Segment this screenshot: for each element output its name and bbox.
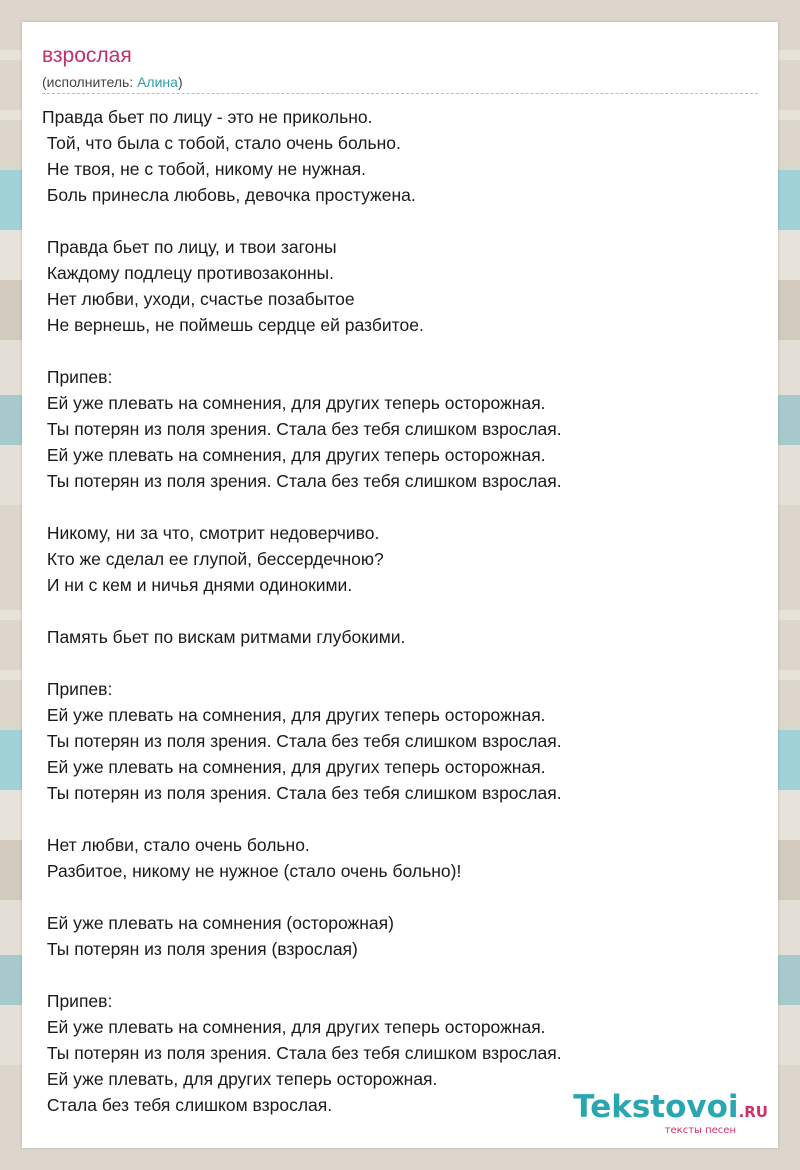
artist-prefix: (исполнитель:: [42, 74, 138, 90]
lyric-line: Ей уже плевать на сомнения, для других теперь осторожная.: [42, 393, 546, 413]
lyric-gap: [42, 208, 758, 234]
lyric-line: Ей уже плевать, для других теперь осторожная.: [42, 1069, 438, 1089]
lyric-line: Каждому подлецу противозаконны.: [42, 263, 334, 283]
artist-link[interactable]: Алина: [137, 74, 178, 90]
lyric-line: Не твоя, не с тобой, никому не нужная.: [42, 159, 366, 179]
lyric-line: Ты потерян из поля зрения (взрослая): [42, 939, 358, 959]
lyric-line: Той, что была с тобой, стало очень больно.: [42, 133, 401, 153]
lyric-gap: [42, 884, 758, 910]
lyric-line: Ты потерян из поля зрения. Стала без тебя слишком взрослая.: [42, 419, 562, 439]
site-logo[interactable]: [573, 1091, 768, 1136]
lyric-line: Не вернешь, не поймешь сердце ей разбитое.: [42, 315, 424, 335]
lyric-line: Никому, ни за что, смотрит недоверчиво.: [42, 523, 380, 543]
lyric-line: Разбитое, никому не нужное (стало очень больно)!: [42, 861, 462, 881]
lyric-line: Ты потерян из поля зрения. Стала без тебя слишком взрослая.: [42, 731, 562, 751]
lyric-gap: [42, 962, 758, 988]
lyric-line: Ей уже плевать на сомнения, для других теперь осторожная.: [42, 757, 546, 777]
logo-wordmark: [573, 1091, 768, 1128]
lyric-line: Ты потерян из поля зрения. Стала без тебя слишком взрослая.: [42, 783, 562, 803]
lyric-gap: [42, 806, 758, 832]
lyric-line: Стала без тебя слишком взрослая.: [42, 1095, 333, 1115]
lyric-line: Ты потерян из поля зрения. Стала без тебя слишком взрослая.: [42, 1043, 562, 1063]
lyrics-body: [42, 104, 758, 1118]
lyric-line: И ни с кем и ничья днями одинокими.: [42, 575, 353, 595]
lyric-line: Правда бьет по лицу, и твои загоны: [42, 237, 337, 257]
lyric-gap: [42, 338, 758, 364]
logo-main-text: Tekstovoi: [573, 1089, 739, 1125]
lyric-line: Память бьет по вискам ритмами глубокими.: [42, 627, 406, 647]
lyrics-card: [22, 22, 778, 1148]
lyric-line: Ей уже плевать на сомнения, для других теперь осторожная.: [42, 1017, 546, 1037]
artist-line: [42, 74, 183, 90]
lyric-gap: [42, 650, 758, 676]
lyric-line: Боль принесла любовь, девочка простужена.: [42, 185, 416, 205]
lyric-line: Нет любви, стало очень больно.: [42, 835, 310, 855]
artist-suffix: ): [177, 74, 183, 90]
logo-tagline: тексты песен: [664, 1125, 736, 1136]
lyric-gap: [42, 598, 758, 624]
logo-tld: .RU: [738, 1103, 768, 1121]
lyric-gap: [42, 494, 758, 520]
header-divider: [42, 93, 758, 94]
lyric-line: Ей уже плевать на сомнения, для других теперь осторожная.: [42, 705, 546, 725]
lyric-line: Ты потерян из поля зрения. Стала без тебя слишком взрослая.: [42, 471, 562, 491]
lyric-line: Правда бьет по лицу - это не прикольно.: [42, 107, 373, 127]
lyric-line: Нет любви, уходи, счастье позабытое: [42, 289, 355, 309]
song-title: взрослая: [42, 44, 132, 67]
lyric-line: Припев:: [42, 991, 113, 1011]
lyric-line: Кто же сделал ее глупой, бессердечною?: [42, 549, 384, 569]
lyric-line: Ей уже плевать на сомнения (осторожная): [42, 913, 394, 933]
lyric-line: Ей уже плевать на сомнения, для других теперь осторожная.: [42, 445, 546, 465]
lyric-line: Припев:: [42, 367, 113, 387]
lyric-line: Припев:: [42, 679, 113, 699]
